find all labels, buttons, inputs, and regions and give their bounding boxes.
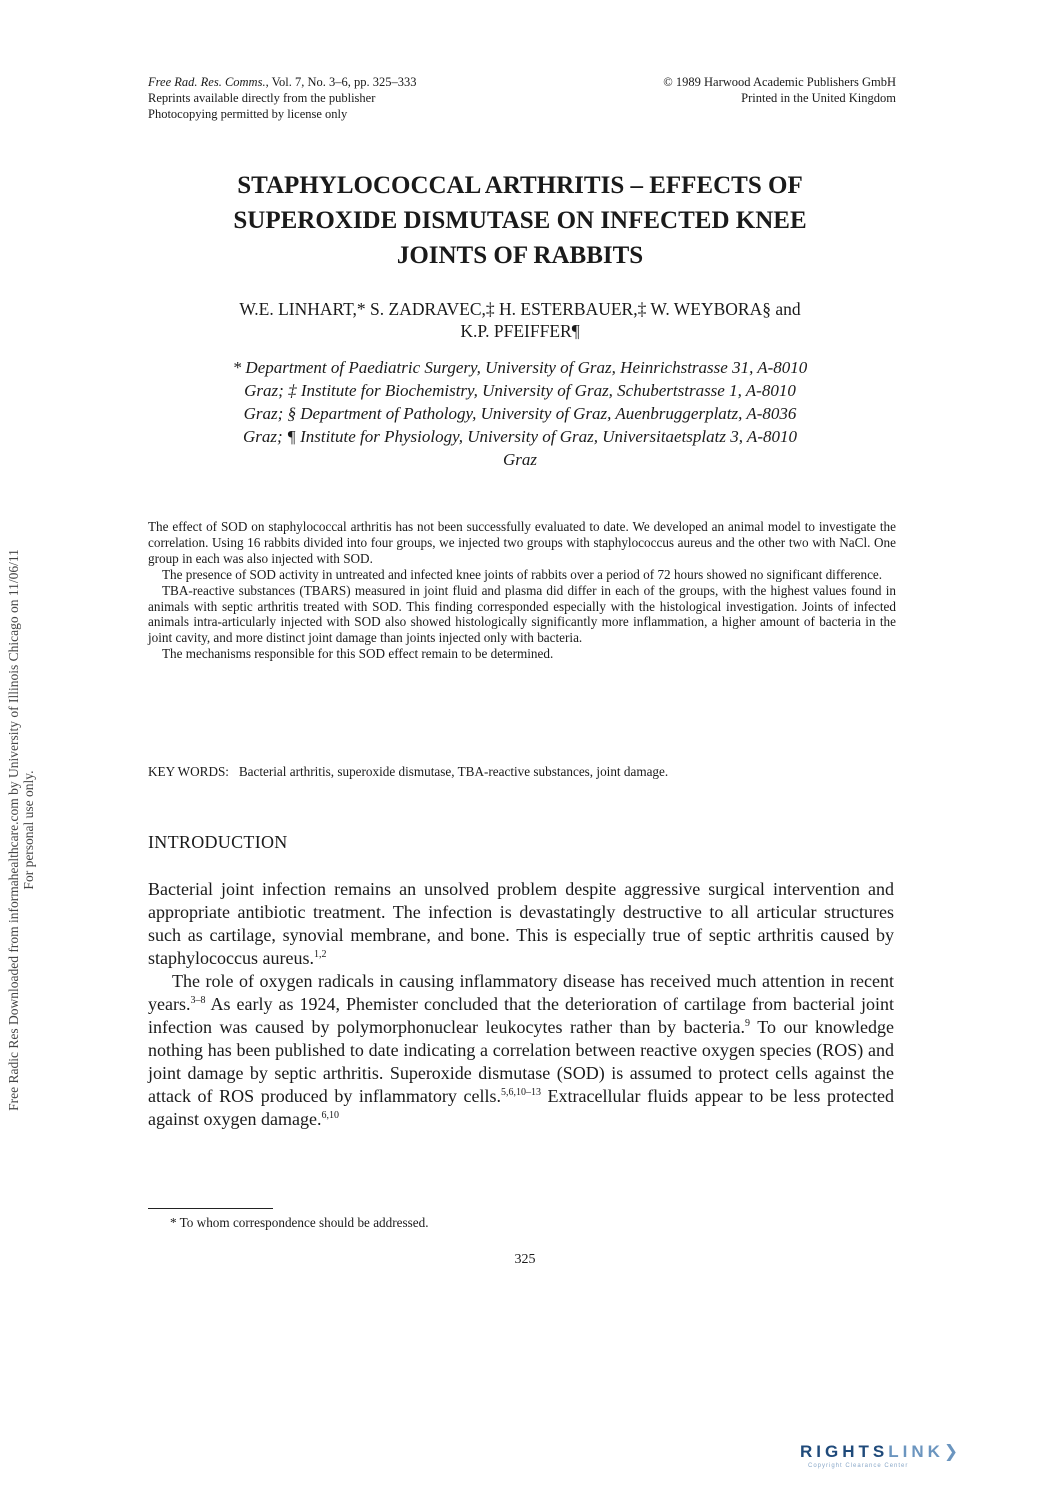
journal-header <box>148 74 417 122</box>
printed-line: Printed in the United Kingdom <box>741 91 896 105</box>
page-number: 325 <box>514 1252 536 1267</box>
reprints-note: Reprints available directly from the publisher <box>148 91 376 105</box>
keywords-text: Bacterial arthritis, superoxide dismutase, TBA-reactive substances, joint damage. <box>238 764 669 779</box>
abstract <box>148 519 896 662</box>
footnote-rule <box>148 1208 273 1209</box>
rightslink-tagline: Copyright Clearance Center <box>808 1463 909 1469</box>
affiliations: * Department of Paediatric Surgery, University of Graz, Heinrichstrasse 31, A-8010 Graz; ‡ Institute for Biochemistry, University of Graz, Schubertstrasse 1, A-8010 Graz; § Department of Pathology, University of Graz, Auenbruggerplatz, A-8036 Graz; ¶ Institute for Physiology, University of Graz, Universitaetsplatz 3, A-8010 Graz <box>232 358 808 469</box>
abstract-paragraph: The presence of SOD activity in untreated and infected knee joints of rabbits over a period of 72 hours showed no significant difference. <box>162 566 883 582</box>
author-list: W.E. LINHART,* S. ZADRAVEC,‡ H. ESTERBAUER,‡ W. WEYBORA§ and K.P. PFEIFFER¶ <box>239 299 801 341</box>
keywords-label: KEY WORDS: <box>148 764 229 779</box>
rightslink-arrow-icon: ❯ <box>943 1442 959 1461</box>
rightslink-logo[interactable]: RIGHTSLINK❯ Copyright Clearance Center <box>800 1442 959 1469</box>
publisher-header <box>596 74 896 106</box>
citation-ref: 3–8 <box>190 995 206 1006</box>
footnote: * To whom correspondence should be addressed. <box>170 1215 429 1230</box>
citation-ref: 9 <box>745 1018 751 1029</box>
abstract-paragraph: The effect of SOD on staphylococcal arthritis has not been successfully evaluated to date. We developed an animal model to investigate the correlation. Using 16 rabbits divided into four groups, we injected two groups with staphylococcus aureus and the other two with NaCl. One group in each was also injected with SOD. <box>148 519 896 566</box>
keywords <box>148 764 668 780</box>
journal-citation: Free Rad. Res. Comms., Vol. 7, No. 3–6, pp. 325–333 <box>148 75 417 89</box>
introduction-body <box>148 878 894 1131</box>
citation-ref: 5,6,10–13 <box>500 1087 541 1098</box>
citation-ref: 1,2 <box>313 949 327 960</box>
body-paragraph: The role of oxygen radicals in causing inflammatory disease has received much attention in recent years.$^{3-8}$ As early as 1924, Phemister concluded that the deterioration of cartilage from bacterial joint infection was caused by polymorphonuclear leukocytes rather than by bacteria.$^9$ To our knowledge nothing has been published to date indicating a correlation between reactive oxygen species (ROS) and joint damage by septic arthritis. Superoxide dismutase (SOD) is assumed to protect cells against the attack of ROS produced by inflammatory cells.$^{5,6,10-13}$ Extracellular fluids appear to be less protected against oxygen damage.$^{6,10}$ <box>148 971 894 1129</box>
section-heading-introduction: INTRODUCTION <box>148 832 288 852</box>
body-paragraph: Bacterial joint infection remains an unsolved problem despite aggressive surgical intervention and appropriate antibiotic treatment. The infection is devastatingly destructive to all articular structures such as cartilage, synovial membrane, and bone. This is especially true of septic arthritis caused by staphylococcus aureus.$^{1,2}$ <box>148 879 894 968</box>
citation-ref: 6,10 <box>321 1110 339 1121</box>
download-watermark: Free Radic Res Downloaded from informahealthcare.com by University of Illinois Chicago on 11/06/11 For personal use only. <box>6 549 36 1111</box>
photocopy-note: Photocopying permitted by license only <box>148 107 348 121</box>
abstract-paragraph: TBA-reactive substances (TBARS) measured in joint fluid and plasma did differ in each of the groups, with the highest values found in animals with septic arthritis treated with SOD. This finding corresponded especially with the histological investigation. Joints of infected animals intra-articularly injected with SOD also showed histologically significantly more inflammation, a higher amount of bacteria in the joint cavity, and more distinct joint damage than joints injected only with bacteria. <box>148 582 896 646</box>
copyright-line: © 1989 Harwood Academic Publishers GmbH <box>663 75 896 89</box>
abstract-paragraph: The mechanisms responsible for this SOD effect remain to be determined. <box>162 646 554 662</box>
paper-title: STAPHYLOCOCCAL ARTHRITIS – EFFECTS OF SUPEROXIDE DISMUTASE ON INFECTED KNEE JOINTS OF RABBITS <box>233 172 807 269</box>
